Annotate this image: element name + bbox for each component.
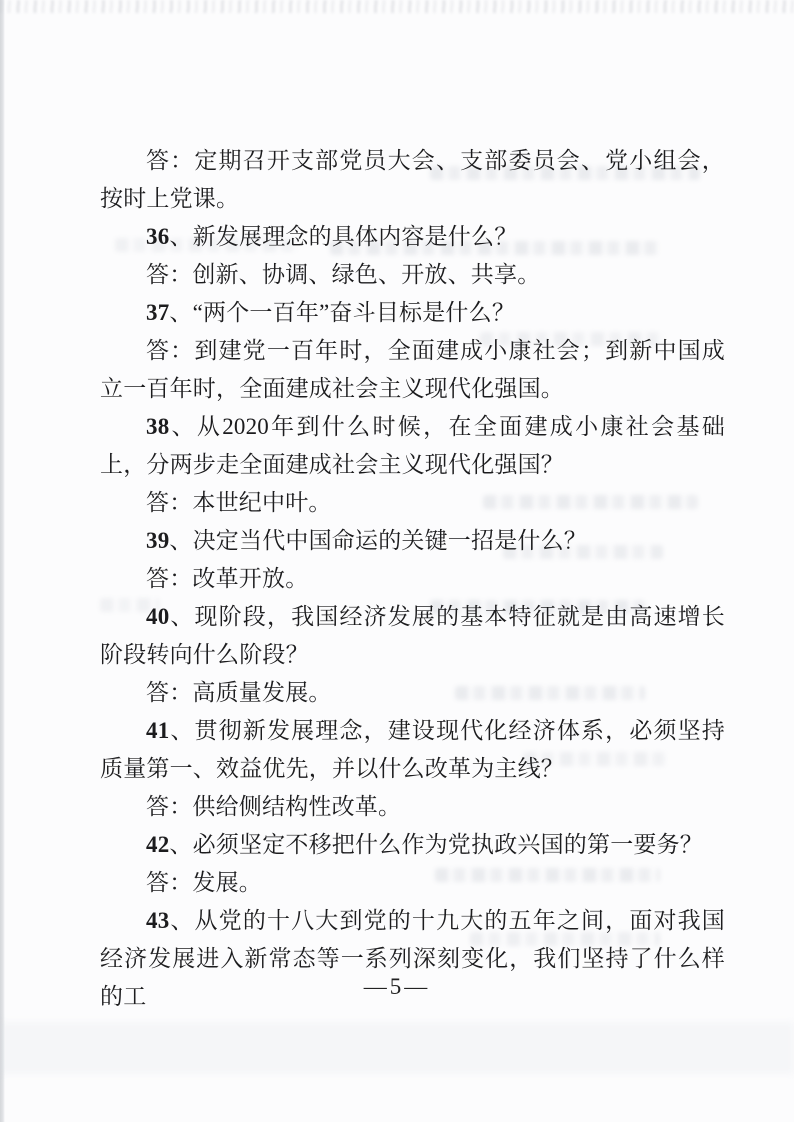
question-paragraph: 36、新发展理念的具体内容是什么？	[146, 224, 518, 249]
scan-shadow-bottom	[0, 1022, 794, 1074]
question-number: 36	[146, 224, 170, 249]
answer-paragraph: 答：到建党一百年时，全面建成小康社会；到新中国成立一百年时，全面建成社会主义现代化强国。	[100, 338, 725, 401]
question-number: 37	[146, 300, 170, 325]
question-number: 39	[146, 528, 170, 553]
question-paragraph: 38、从2020年到什么时候，在全面建成小康社会基础上，分两步走全面建成社会主义现代化强国？	[100, 414, 725, 477]
question-number: 40	[146, 604, 170, 629]
question-number: 41	[146, 718, 170, 743]
question-paragraph: 37、“两个一百年”奋斗目标是什么？	[146, 300, 516, 325]
question-paragraph: 42、必须坚定不移把什么作为党执政兴国的第一要务？	[146, 832, 704, 857]
page-number-footer: —5—	[363, 974, 431, 999]
answer-paragraph: 答：高质量发展。	[146, 680, 332, 705]
question-paragraph: 43、从党的十八大到党的十九大的五年之间，面对我国经济发展进入新常态等一系列深刻变化，我们坚持了什么样的工	[100, 908, 725, 1009]
answer-paragraph: 答：定期召开支部党员大会、支部委员会、党小组会，按时上党课。	[100, 148, 725, 211]
answer-paragraph: 答：发展。	[146, 870, 262, 895]
question-paragraph: 40、现阶段，我国经济发展的基本特征就是由高速增长阶段转向什么阶段？	[100, 604, 725, 667]
scan-edge-shadow-left	[0, 0, 5, 1122]
answer-paragraph: 答：供给侧结构性改革。	[146, 794, 402, 819]
answer-paragraph: 答：改革开放。	[146, 566, 309, 591]
document-body	[100, 142, 725, 1016]
question-number: 42	[146, 832, 170, 857]
answer-paragraph: 答：创新、协调、绿色、开放、共享。	[146, 262, 541, 287]
question-number: 38	[146, 414, 170, 439]
answer-paragraph: 答：本世纪中叶。	[146, 490, 332, 515]
question-number: 43	[146, 908, 170, 933]
question-paragraph: 39、决定当代中国命运的关键一招是什么？	[146, 528, 588, 553]
question-paragraph: 41、贯彻新发展理念，建设现代化经济体系，必须坚持质量第一、效益优先，并以什么改革为主线？	[100, 718, 725, 781]
scan-edge-noise-top	[0, 0, 794, 13]
